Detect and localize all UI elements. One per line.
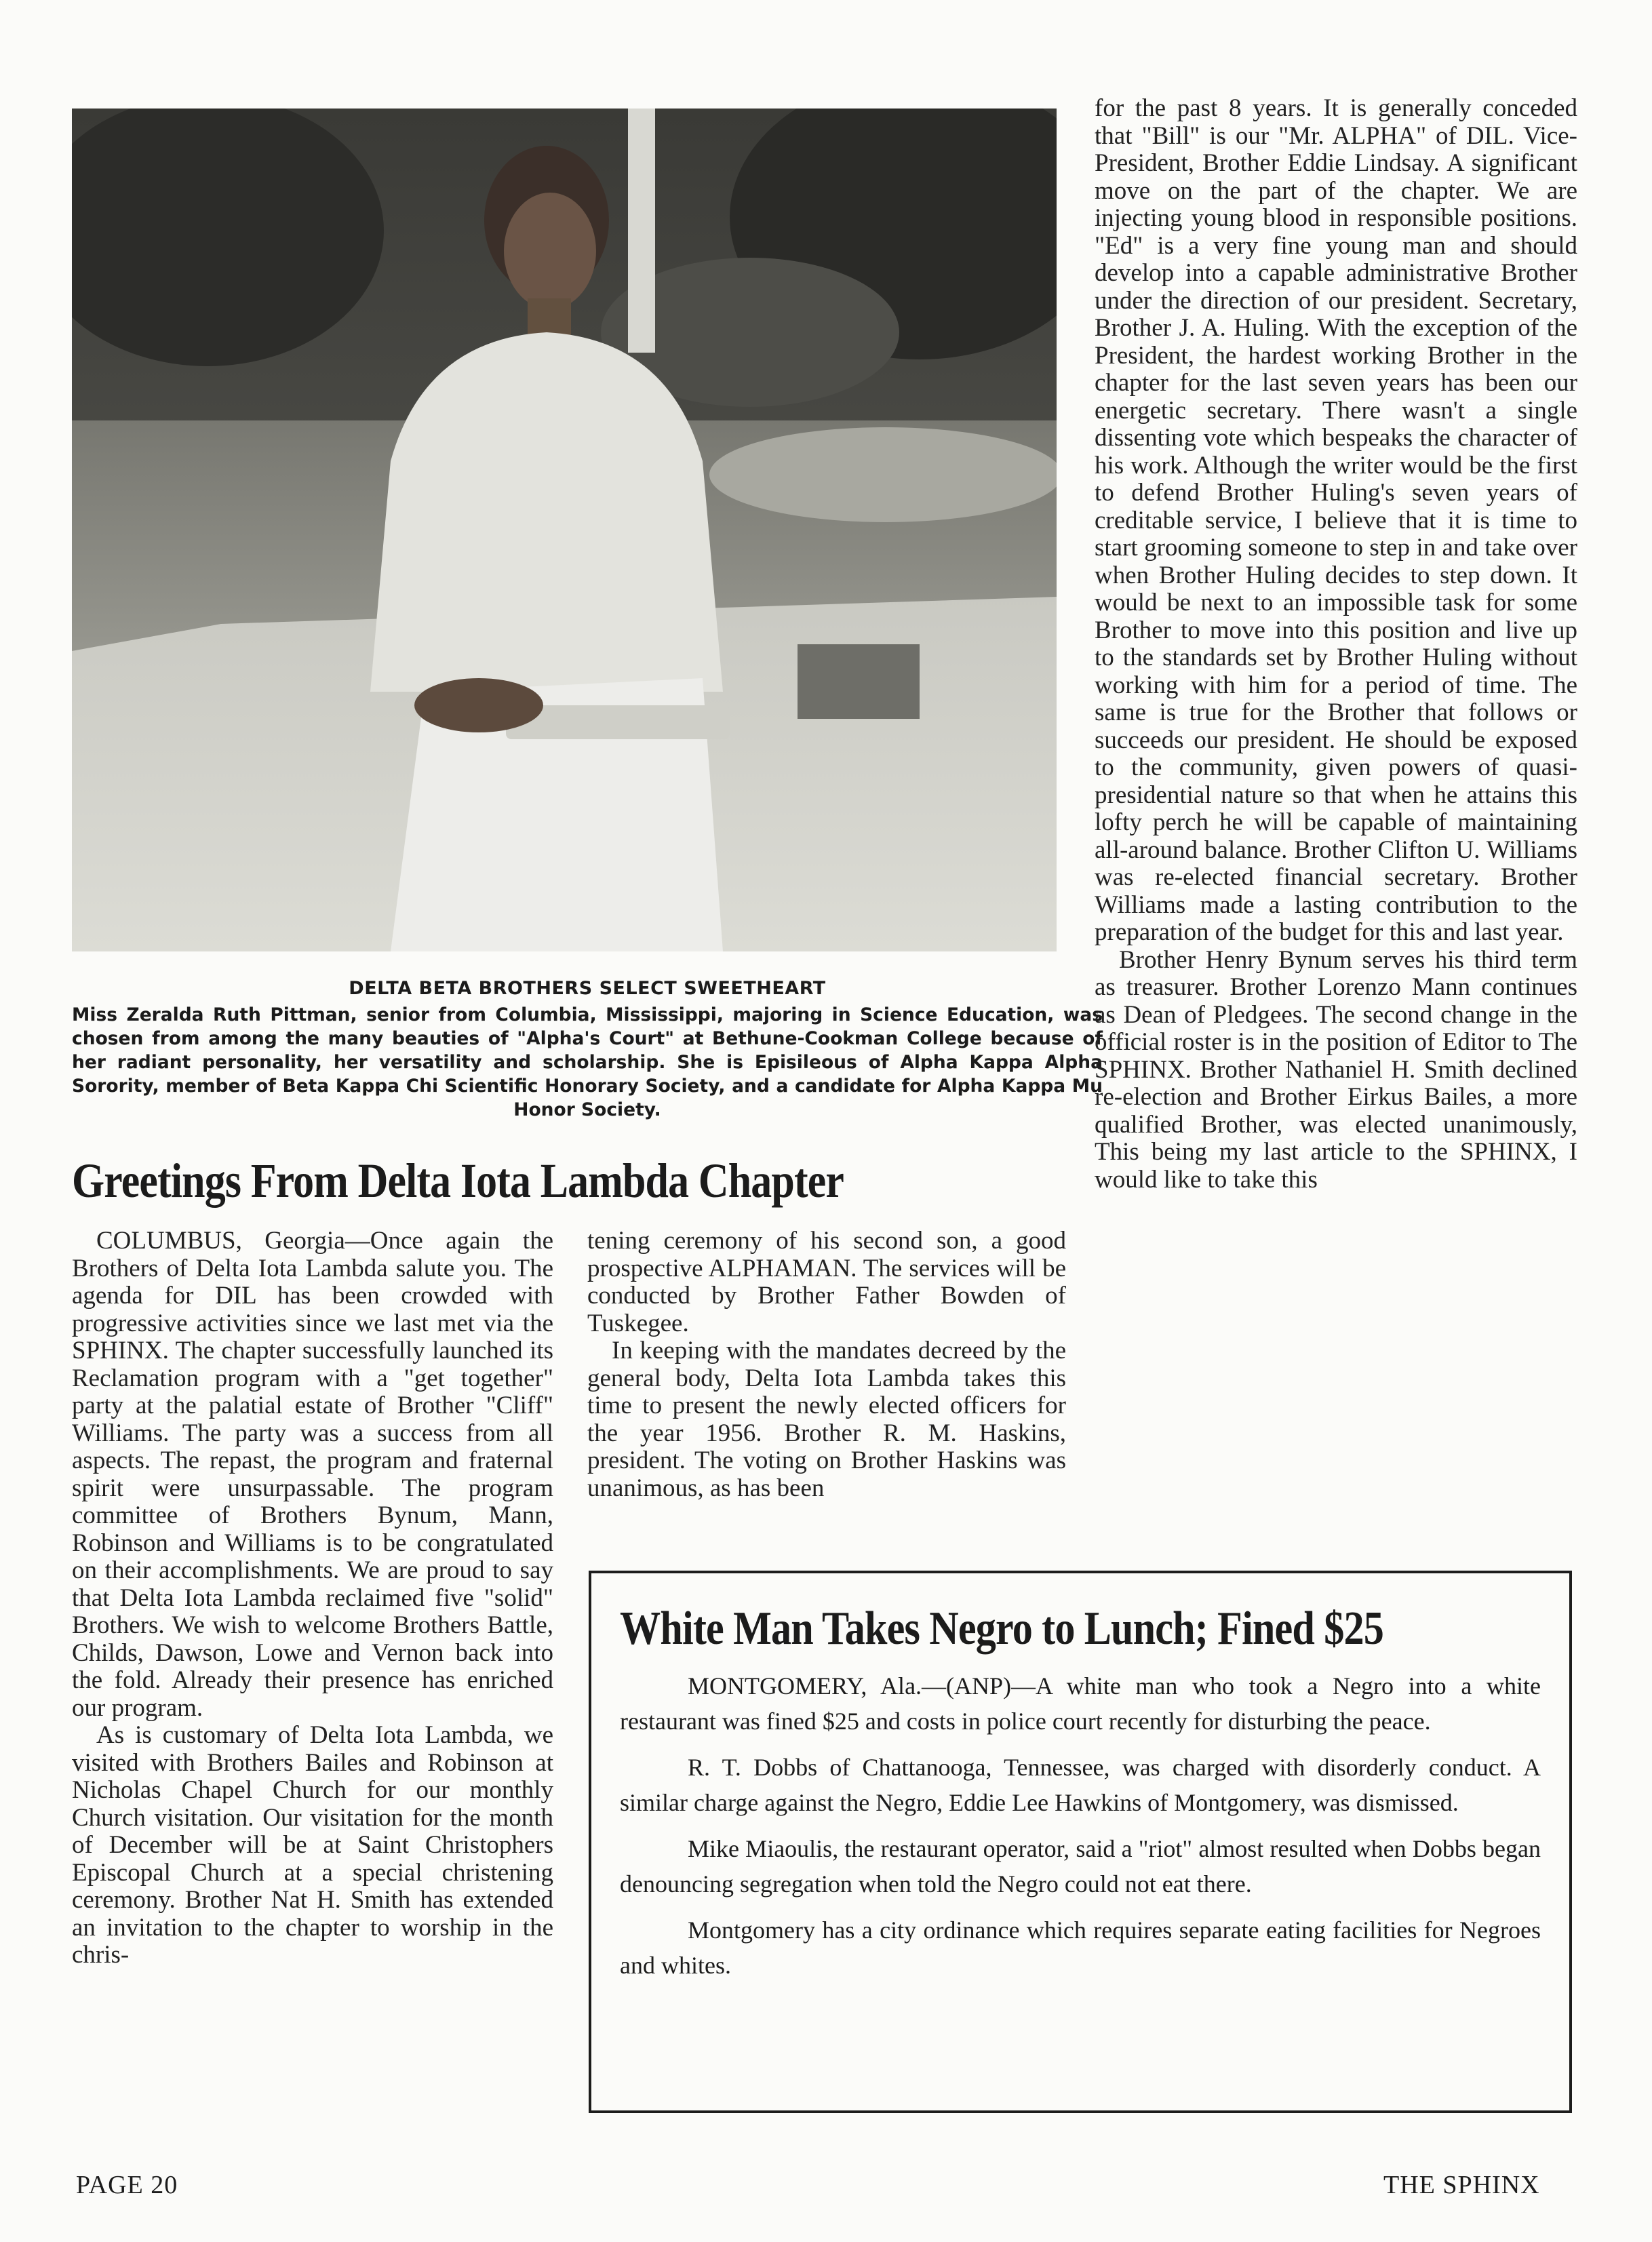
paragraph: MONTGOMERY, Ala.—(ANP)—A white man who took a Negro into a white restaurant was fined $25 and costs in police court recently for disturbing the peace. <box>620 1672 1541 1735</box>
sweetheart-photo <box>72 109 1057 951</box>
paragraph: Mike Miaoulis, the restaurant operator, said a "riot" almost resulted when Dobbs began denouncing segregation when told the Negro could not eat there. <box>620 1835 1541 1897</box>
magazine-name: THE SPHINX <box>1383 2171 1540 2199</box>
boxed-article-body <box>620 1668 1541 1983</box>
paragraph: Montgomery has a city ordinance which requires separate eating facilities for Negroes and whites. <box>620 1916 1541 1979</box>
article-column-right <box>1095 95 1577 1194</box>
page-number: PAGE 20 <box>76 2171 178 2199</box>
paragraph: Brother Henry Bynum serves his third term as treasurer. Brother Lorenzo Mann continues as Dean of Pledgees. The second change in the official roster is in the position of Editor to The SPHINX. Brother Nathaniel H. Smith declined re-election and Brother Eirkus Bailes, a more qualified Brother, was elected unanimously, This being my last article to the SPHINX, I would like to take this <box>1095 945 1577 1194</box>
paragraph: COLUMBUS, Georgia—Once again the Brothers of Delta Iota Lambda salute you. The agenda for DIL has been crowded with progressive activities since we last met via the SPHINX. The chapter successfully launched its Reclamation program with a "get together" party at the palatial estate of Brother "Cliff" Williams. The party was a success from all aspects. The repast, the program and fraternal spirit were unsurpassable. The program committee of Brothers Bynum, Mann, Robinson and Williams is to be congratulated on their accomplishments. We are proud to say that Delta Iota Lambda reclaimed five "solid" Brothers. We wish to welcome Brothers Battle, Childs, Dawson, Lowe and Vernon back into the fold. Already their presence has enriched our program. <box>72 1227 553 1722</box>
paragraph: for the past 8 years. It is generally conceded that "Bill" is our "Mr. ALPHA" of DIL. Vice-President, Brother Eddie Lindsay. A significant move on the part of the chapter. We are injecting young blood in responsible positions. "Ed" is a very fine young man and should develop into a capable administrative Brother under the direction of our president. Secretary, Brother J. A. Huling. With the exception of the President, the hardest working Brother in the chapter for the last seven years has been our energetic secretary. There wasn't a single dissenting vote which bespeaks the character of his work. Although the writer would be the first to defend Brother Huling's seven years of creditable service, I believe that it is time to start grooming someone to step in and take over when Brother Huling decides to step down. It would be next to an impossible task for some Brother to move into this position and live up to the standards set by Brother Huling without working with him for a period of time. The same is true for the Brother that follows or succeeds our president. He should be exposed to the community, given powers of quasi-presidential nature so that when he attains this lofty perch he will be capable of maintaining all-around balance. Brother Clifton U. Williams was re-elected financial secretary. Brother Williams made a lasting contribution to the preparation of the budget for this and last year. <box>1095 94 1577 946</box>
boxed-article <box>589 1571 1572 2113</box>
photo-illustration <box>72 109 1057 951</box>
paragraph: tening ceremony of his second son, a good prospective ALPHAMAN. The services will be conducted by Brother Father Bowden of Tuskegee. <box>587 1227 1066 1337</box>
caption-title: DELTA BETA BROTHERS SELECT SWEETHEART <box>349 978 826 999</box>
paragraph: R. T. Dobbs of Chattanooga, Tennessee, was charged with disorderly conduct. A similar charge against the Negro, Eddie Lee Hawkins of Montgomery, was dismissed. <box>620 1754 1541 1816</box>
article-column-left <box>72 1227 553 1969</box>
article-column-middle <box>587 1227 1066 1502</box>
boxed-article-headline: White Man Takes Negro to Lunch; Fined $25 <box>620 1602 1383 1655</box>
photo-caption <box>72 977 1103 1122</box>
caption-text: Miss Zeralda Ruth Pittman, senior from Columbia, Mississippi, majoring in Science Education, was chosen from among the many beauties of "Alpha's Court" at Bethune-Cookman College because of her radiant personality, her versatility and scholarship. She is Episileous of Alpha Kappa Alpha Sorority, member of Beta Kappa Chi Scientific Honorary Society, and a candidate for Alpha Kappa Mu Honor Society. <box>72 1004 1103 1120</box>
article-headline: Greetings From Delta Iota Lambda Chapter <box>72 1154 844 1208</box>
paragraph: In keeping with the mandates decreed by the general body, Delta Iota Lambda takes this time to present the newly elected officers for the year 1956. Brother R. M. Haskins, president. The voting on Brother Haskins was unanimous, as has been <box>587 1337 1066 1502</box>
paragraph: As is customary of Delta Iota Lambda, we visited with Brothers Bailes and Robinson at Nicholas Chapel Church for our monthly Church visitation. Our visitation for the month of December will be at Saint Christophers Episcopal Church at a special christening ceremony. Brother Nat H. Smith has extended an invitation to the chapter to worship in the chris- <box>72 1721 553 1969</box>
